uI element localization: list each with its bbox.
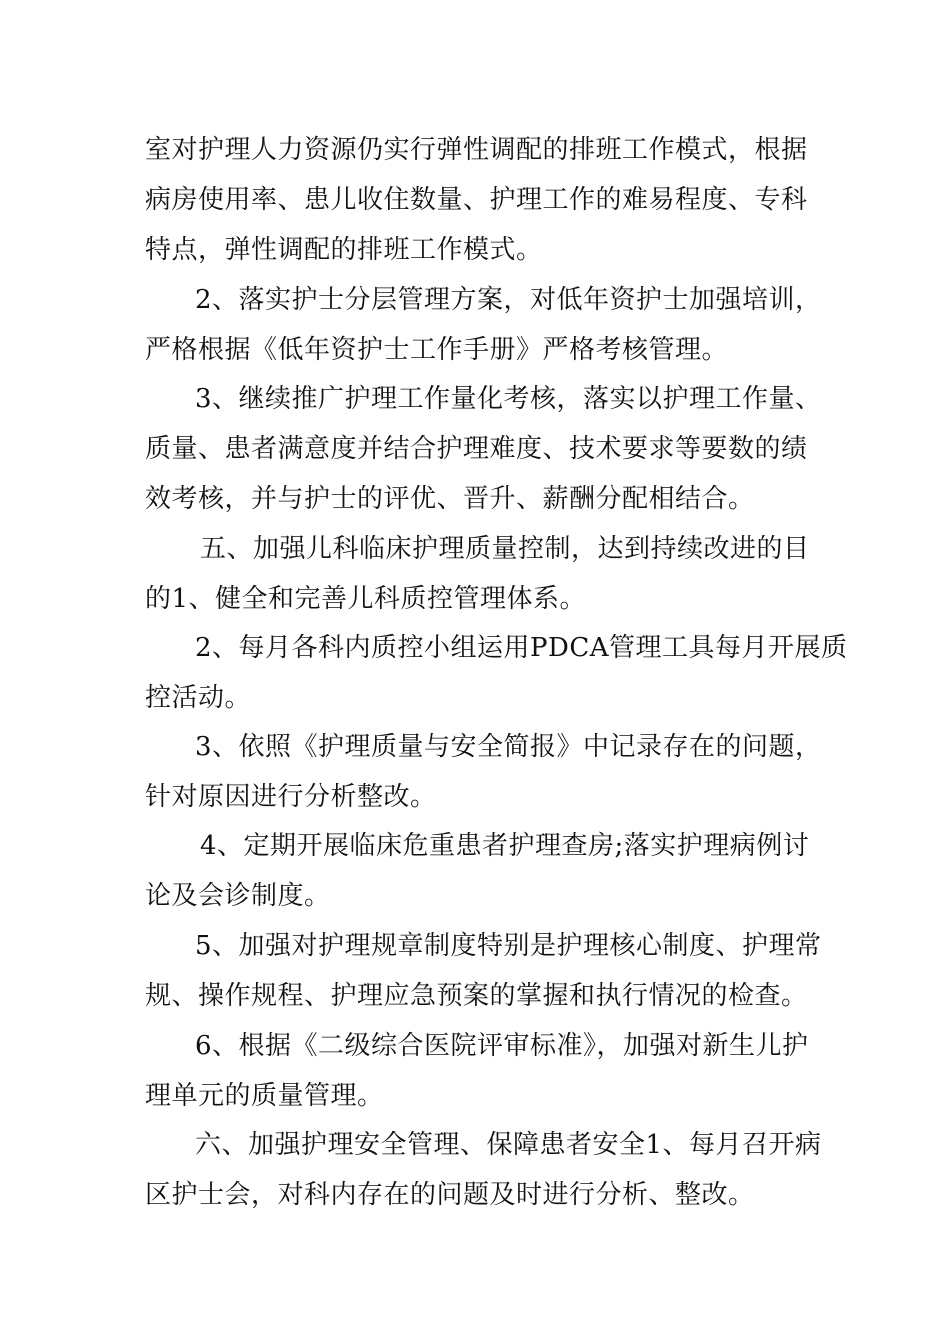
text-line: 六、加强护理安全管理、保障患者安全1、每月召开病 (195, 1130, 822, 1160)
paragraph-item-6-review-standard (145, 1021, 810, 1121)
text-line: 3、继续推广护理工作量化考核，落实以护理工作量、 (195, 384, 822, 414)
text-line: 2、每月各科内质控小组运用PDCA管理工具每月开展质 (195, 633, 848, 663)
text-line: 控活动。 (145, 683, 252, 713)
text-line: 5、加强对护理规章制度特别是护理核心制度、护理常 (195, 931, 822, 961)
text-line: 4、定期开展临床危重患者护理查房;落实护理病例讨 (200, 831, 810, 861)
text-line: 2、落实护士分层管理方案，对低年资护士加强培训， (195, 285, 822, 315)
text-line: 规、操作规程、护理应急预案的掌握和执行情况的检查。 (145, 981, 808, 1011)
paragraph-item-2-tiered-management (145, 275, 822, 375)
paragraph-section-5-quality-control (145, 524, 810, 624)
paragraph-item-2-pdca (145, 623, 848, 723)
text-line: 五、加强儿科临床护理质量控制，达到持续改进的目 (200, 534, 810, 564)
text-line: 区护士会，对科内存在的问题及时进行分析、整改。 (145, 1180, 755, 1210)
paragraph-item-3-quantified-assessment (145, 374, 822, 524)
text-line: 病房使用率、患儿收住数量、护理工作的难易程度、专科 (145, 185, 808, 215)
text-line: 的1、健全和完善儿科质控管理体系。 (145, 584, 587, 614)
text-line: 6、根据《二级综合医院评审标准》，加强对新生儿护 (195, 1031, 809, 1061)
text-line: 严格根据《低年资护士工作手册》严格考核管理。 (145, 335, 729, 365)
text-line: 质量、患者满意度并结合护理难度、技术要求等要数的绩 (145, 434, 808, 464)
text-line: 特点，弹性调配的排班工作模式。 (145, 235, 543, 265)
text-line: 室对护理人力资源仍实行弹性调配的排班工作模式，根据 (145, 135, 808, 165)
text-line: 针对原因进行分析整改。 (145, 782, 437, 812)
paragraph-item-4-ward-rounds (145, 821, 810, 921)
paragraph-section-6-safety (145, 1120, 822, 1220)
paragraph-item-5-regulations (145, 921, 822, 1021)
paragraph-staffing-continuation (145, 125, 810, 275)
text-line: 3、依照《护理质量与安全简报》中记录存在的问题， (195, 732, 822, 762)
text-line: 效考核，并与护士的评优、晋升、薪酬分配相结合。 (145, 484, 755, 514)
text-line: 理单元的质量管理。 (145, 1081, 384, 1111)
text-line: 论及会诊制度。 (145, 881, 331, 911)
paragraph-item-3-bulletin (145, 722, 822, 822)
